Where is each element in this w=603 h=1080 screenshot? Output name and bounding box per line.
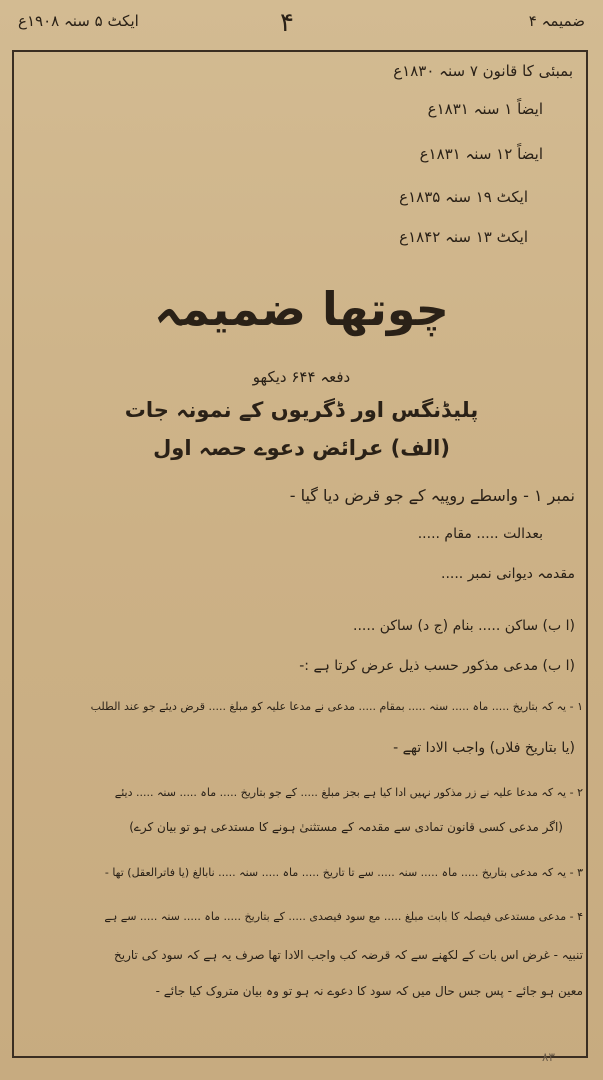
act-line: ایکٹ ۱۳ سنہ ۱۸۴۲ع <box>399 228 528 246</box>
body-line: (ا ب) ساکن ..... بنام (ج د) ساکن ..... <box>353 618 575 634</box>
body-line: ۳ - یہ کہ مدعی بتاریخ ..... ماہ ..... سنہ ..... سے تا تاریخ ..... ماہ ..... سنہ ..... نابالغ (یا فاترالعقل) تھا - <box>104 866 583 879</box>
header-left: ایکٹ ۵ سنہ ۱۹۰۸ع <box>18 12 139 30</box>
section-heading: پلیڈنگس اور ڈگریوں کے نمونہ جات <box>124 398 479 422</box>
act-line: ایکٹ ۱۹ سنہ ۱۸۳۵ع <box>399 188 528 206</box>
page-stamp: ۸۳ <box>542 1050 555 1064</box>
header-right: ضمیمہ ۴ <box>528 12 585 30</box>
body-line: بعدالت ..... مقام ..... <box>417 526 543 542</box>
body-line: ۲ - یہ کہ مدعا علیہ نے زر مذکور نہیں ادا کیا ہے بجز مبلغ ..... کے جو بتاریخ ..... ماہ ..... سنہ ..... دیئے <box>114 786 583 799</box>
act-line: ایضاً ۱ سنہ ۱۸۳۱ع <box>427 100 543 118</box>
form-heading: نمبر ۱ - واسطے روپیہ کے جو قرض دیا گیا - <box>289 486 575 505</box>
body-line: ۱ - یہ کہ بتاریخ ..... ماہ ..... سنہ ..... بمقام ..... مدعی نے مدعا علیہ کو مبلغ ..... قرض دیئے جو عند الطلب <box>90 700 583 713</box>
body-line: معین ہو جائے - پس جس حال میں کہ سود کا دعوے نہ ہو تو وہ بیان متروک کیا جائے - <box>155 984 583 998</box>
body-line: (یا بتاریخ فلاں) واجب الادا تھے - <box>393 740 575 756</box>
body-line: (ا ب) مدعی مذکور حسب ذیل عرض کرتا ہے :- <box>299 658 575 674</box>
body-line: (اگر مدعی کسی قانون تمادی سے مقدمہ کے مستثنیٰ ہونے کا مستدعی ہو تو بیان کرے) <box>129 820 563 834</box>
body-line: تنبیہ - غرض اس بات کے لکھنے سے کہ قرضہ کب واجب الادا تھا صرف یہ ہے کہ سود کی تاریخ <box>114 948 583 962</box>
act-line: بمبئی کا قانون ۷ سنہ ۱۸۳۰ع <box>393 62 573 80</box>
section-reference: دفعہ ۶۴۴ دیکھو <box>252 368 351 386</box>
page-number: ۴ <box>280 8 294 38</box>
body-line: ۴ - مدعی مستدعی فیصلہ کا بابت مبلغ ..... مع سود فیصدی ..... کے بتاریخ ..... ماہ ..... سنہ ..... سے ہے <box>104 910 583 923</box>
appendix-title: چوتھا ضمیمہ <box>154 282 449 336</box>
section-subheading: (الف) عرائض دعوے حصہ اول <box>153 436 450 460</box>
act-line: ایضاً ۱۲ سنہ ۱۸۳۱ع <box>419 145 543 163</box>
body-line: مقدمہ دیوانی نمبر ..... <box>441 566 575 582</box>
